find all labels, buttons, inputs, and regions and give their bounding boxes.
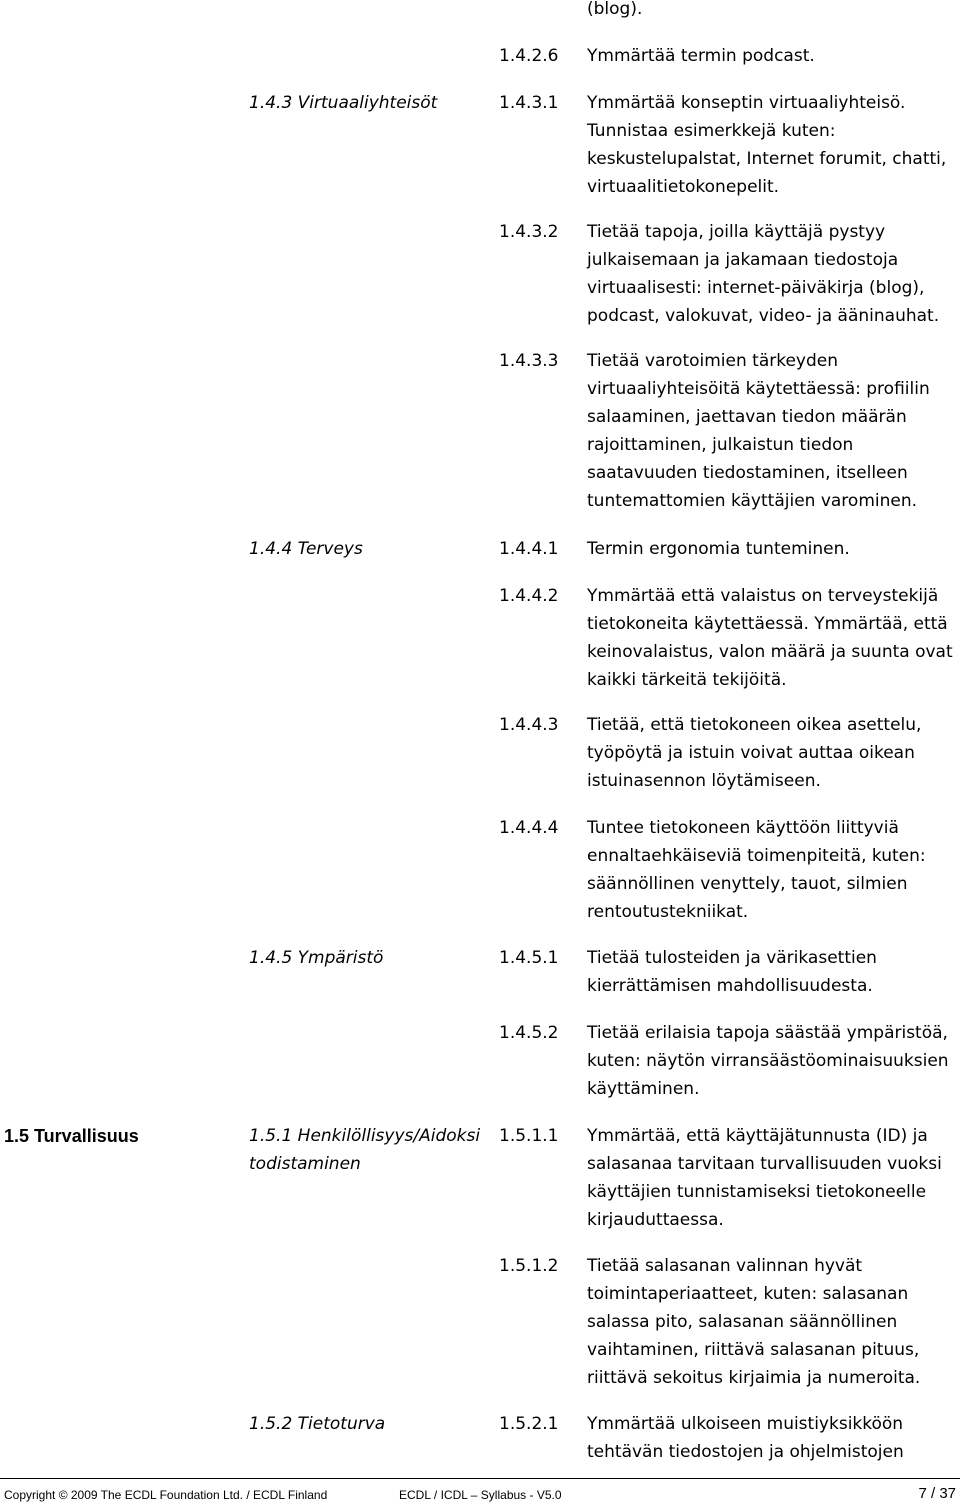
item-text: toimintaperiaatteet, kuten: salasanan bbox=[587, 1284, 909, 1304]
item-text: (blog). bbox=[587, 0, 643, 19]
item-text: rentoutustekniikat. bbox=[587, 902, 749, 922]
item-text: virtuaalisesti: internet-päiväkirja (blog), bbox=[587, 278, 925, 298]
item-text: Termin ergonomia tunteminen. bbox=[587, 539, 850, 559]
item-text: Tietää varotoimien tärkeyden bbox=[587, 351, 839, 371]
category-heading: 1.5 Turvallisuus bbox=[4, 1126, 139, 1146]
item-text: Tietää tulosteiden ja värikasettien bbox=[587, 948, 877, 968]
item-code: 1.4.2.6 bbox=[499, 46, 559, 66]
item-text: Tietää, että tietokoneen oikea asettelu, bbox=[587, 715, 922, 735]
item-text: Tunnistaa esimerkkejä kuten: bbox=[587, 121, 836, 141]
item-text: istuinasennon löytämiseen. bbox=[587, 771, 821, 791]
item-text: salaaminen, jaettavan tiedon määrän bbox=[587, 407, 907, 427]
item-code: 1.4.5.1 bbox=[499, 948, 559, 968]
item-text: kaikki tärkeitä tekijöitä. bbox=[587, 670, 787, 690]
item-text: Ymmärtää konseptin virtuaaliyhteisö. bbox=[587, 93, 906, 113]
item-code: 1.4.3.1 bbox=[499, 93, 559, 113]
item-text: kirjauduttaessa. bbox=[587, 1210, 724, 1230]
item-text: virtuaalitietokonepelit. bbox=[587, 177, 780, 197]
item-text: vaihtaminen, riittävä salasanan pituus, bbox=[587, 1340, 920, 1360]
item-text: Ymmärtää ulkoiseen muistiyksikköön bbox=[587, 1414, 904, 1434]
item-text: salasanaa tarvitaan turvallisuuden vuoksi bbox=[587, 1154, 942, 1174]
item-code: 1.5.2.1 bbox=[499, 1414, 559, 1434]
section-heading: 1.4.4 Terveys bbox=[249, 539, 363, 559]
item-text: keskustelupalstat, Internet forumit, chatti, bbox=[587, 149, 947, 169]
footer-copyright: Copyright © 2009 The ECDL Foundation Ltd. / ECDL Finland bbox=[4, 1488, 328, 1502]
item-text: tuntemattomien käyttäjien varominen. bbox=[587, 491, 918, 511]
item-text: Tietää salasanan valinnan hyvät bbox=[587, 1256, 863, 1276]
item-text: Ymmärtää että valaistus on terveystekijä bbox=[587, 586, 939, 606]
item-text: virtuaaliyhteisöitä käytettäessä: profiilin bbox=[587, 379, 930, 399]
item-text: podcast, valokuvat, video- ja ääninauhat. bbox=[587, 306, 940, 326]
item-text: Tietää erilaisia tapoja säästää ympäristöä, bbox=[587, 1023, 948, 1043]
item-code: 1.5.1.2 bbox=[499, 1256, 559, 1276]
item-text: kuten: näytön virransäästöominaisuuksien bbox=[587, 1051, 949, 1071]
item-text: tehtävän tiedostojen ja ohjelmistojen bbox=[587, 1442, 904, 1462]
item-code: 1.4.3.3 bbox=[499, 351, 559, 371]
item-text: riittävä sekoitus kirjaimia ja numeroita. bbox=[587, 1368, 921, 1388]
item-text: säännöllinen venyttely, tauot, silmien bbox=[587, 874, 908, 894]
item-text: kierrättämisen mahdollisuudesta. bbox=[587, 976, 873, 996]
item-code: 1.4.4.4 bbox=[499, 818, 559, 838]
item-code: 1.4.3.2 bbox=[499, 222, 559, 242]
item-code: 1.4.4.3 bbox=[499, 715, 559, 735]
item-text: ennaltaehkäiseviä toimenpiteitä, kuten: bbox=[587, 846, 926, 866]
item-text: julkaisemaan ja jakamaan tiedostoja bbox=[587, 250, 899, 270]
item-text: Tietää tapoja, joilla käyttäjä pystyy bbox=[587, 222, 886, 242]
item-text: rajoittaminen, julkaistun tiedon bbox=[587, 435, 854, 455]
item-text: Ymmärtää, että käyttäjätunnusta (ID) ja bbox=[587, 1126, 928, 1146]
item-text: käyttäminen. bbox=[587, 1079, 700, 1099]
item-text: tietokoneita käytettäessä. Ymmärtää, että bbox=[587, 614, 948, 634]
item-text: saatavuuden tiedostaminen, itselleen bbox=[587, 463, 908, 483]
page-number: 7 / 37 bbox=[918, 1485, 956, 1502]
item-text: käyttäjien tunnistamiseksi tietokoneelle bbox=[587, 1182, 927, 1202]
section-heading: 1.5.2 Tietoturva bbox=[249, 1414, 386, 1434]
item-code: 1.5.1.1 bbox=[499, 1126, 559, 1146]
page-footer bbox=[0, 1478, 960, 1506]
item-text: Tuntee tietokoneen käyttöön liittyviä bbox=[587, 818, 899, 838]
item-text: työpöytä ja istuin voivat auttaa oikean bbox=[587, 743, 915, 763]
item-text: keinovalaistus, valon määrä ja suunta ovat bbox=[587, 642, 953, 662]
item-code: 1.4.4.2 bbox=[499, 586, 559, 606]
footer-syllabus: ECDL / ICDL – Syllabus - V5.0 bbox=[399, 1488, 562, 1502]
section-heading: 1.4.3 Virtuaaliyhteisöt bbox=[249, 93, 438, 113]
section-heading: 1.5.1 Henkilöllisyys/Aidoksi todistaminen bbox=[249, 1126, 481, 1174]
section-heading: 1.4.5 Ympäristö bbox=[249, 948, 384, 968]
item-code: 1.4.4.1 bbox=[499, 539, 559, 559]
item-text: salassa pito, salasanan säännöllinen bbox=[587, 1312, 898, 1332]
item-code: 1.4.5.2 bbox=[499, 1023, 559, 1043]
item-text: Ymmärtää termin podcast. bbox=[587, 46, 815, 66]
